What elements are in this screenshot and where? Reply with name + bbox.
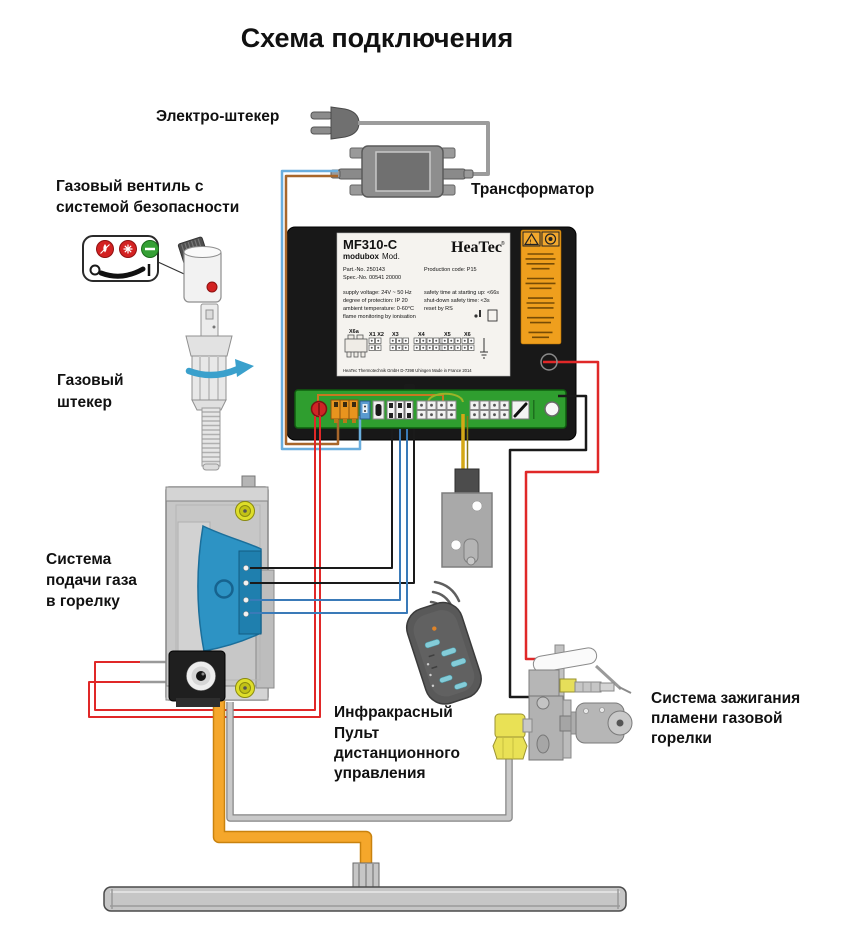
connector-tip: [464, 170, 473, 178]
label-ignition: горелки: [651, 730, 712, 747]
terminal-pin: [377, 340, 379, 342]
top-cap: [166, 487, 268, 501]
spec-line: safety time at starting up: <66s: [424, 290, 500, 296]
terminal-pin: [416, 340, 418, 342]
module-port: [216, 581, 233, 598]
terminal-slot: [398, 403, 402, 408]
dial-off-mark: [91, 266, 100, 275]
label-ignition: пламени газовой: [651, 710, 783, 727]
terminal-pin: [450, 413, 453, 416]
remote-control: [402, 597, 487, 709]
valve-top: [184, 247, 221, 258]
spec-line: ambient temperature: 0-60°C: [343, 306, 414, 312]
solenoid: [169, 651, 225, 707]
terminal-pin: [470, 340, 472, 342]
transformer: [331, 146, 473, 197]
terminal-pin: [435, 347, 437, 349]
terminal-slot: [407, 413, 411, 418]
plug-stem: [201, 304, 218, 338]
series-name: modubox: [343, 252, 379, 261]
terminal-pin: [429, 347, 431, 349]
electrode-tip: [619, 687, 631, 693]
terminal-pin: [444, 347, 446, 349]
sensor-tip: [600, 683, 614, 691]
rivet: [600, 708, 605, 713]
gas-plug: [186, 304, 254, 470]
burner-bar: [104, 863, 626, 911]
connector-pin: [243, 611, 248, 616]
label-gas-valve: системой безопасности: [56, 199, 240, 216]
gas-pipe-outline: [219, 698, 366, 870]
transformer-connector-left: [338, 169, 364, 179]
terminal-pin: [444, 340, 446, 342]
terminal-pin: [493, 404, 496, 407]
terminal-pin: [435, 340, 437, 342]
terminal-pin: [420, 413, 423, 416]
plug-body: [331, 107, 359, 139]
label-footer: HeaTec Thermotechnik GmbH D-7398 Uhingen Made in France 2014: [343, 368, 472, 373]
series-mod: Mod.: [382, 252, 400, 261]
terminal-pin: [483, 413, 486, 416]
terminal-pin: [422, 340, 424, 342]
terminal-pin: [429, 340, 431, 342]
terminal-pin: [450, 340, 452, 342]
terminal-pin: [392, 347, 394, 349]
model-number: MF310-C: [343, 237, 398, 252]
terminal-pin: [503, 413, 506, 416]
registered-mark: ®: [501, 241, 505, 247]
warning-sticker: [521, 230, 561, 344]
spec-line: shut-down safety time: <3s: [424, 298, 490, 304]
wire-black-module: [250, 429, 414, 583]
terminal-pin: [457, 340, 459, 342]
transformer-core: [376, 152, 430, 191]
note-icon: [474, 314, 477, 317]
sensor-sleeve: [575, 682, 601, 692]
spec-line: supply voltage: 24V ~ 50 Hz: [343, 290, 412, 296]
label-gas-plug: штекер: [57, 394, 112, 411]
prohibition-icon: [549, 237, 553, 241]
terminal-slot: [389, 403, 393, 408]
page-title: Схема подключения: [240, 23, 514, 53]
note-icon: [479, 310, 481, 317]
terminal-pin: [483, 404, 486, 407]
terminal-label: X6a: [349, 329, 359, 335]
part-number: Part.-No. 250143: [343, 267, 385, 273]
wire-terminals: [387, 401, 413, 419]
terminal-pin: [450, 404, 453, 407]
terminal-pin: [464, 340, 466, 342]
terminal-pin: [398, 347, 400, 349]
label-gas-plug: Газовый: [57, 372, 124, 389]
terminal-label: X1 X2: [369, 332, 384, 338]
mount-hole: [451, 540, 461, 550]
terminal-pin: [377, 347, 379, 349]
connector-pin: [243, 565, 248, 570]
ir-receiver: [442, 469, 492, 567]
production-code: Production code: P15: [424, 267, 477, 273]
ignition-electrode: [532, 647, 598, 674]
terminal-pin: [440, 413, 443, 416]
connector-pin: [243, 597, 248, 602]
screw-bottom: [236, 679, 255, 698]
stem-notch: [206, 310, 213, 319]
pcb-silkscreen: [533, 400, 535, 419]
mount-hole: [472, 501, 482, 511]
terminal-pin: [457, 347, 459, 349]
ignition-assembly: [493, 645, 632, 760]
terminal-pin: [422, 347, 424, 349]
reset-button: [545, 402, 559, 416]
gas-supply-unit: [166, 476, 274, 707]
terminal-pin: [470, 347, 472, 349]
terminal-pin: [405, 340, 407, 342]
block-hole: [537, 697, 549, 709]
jumper-switch: [373, 401, 384, 419]
receiver-plug: [455, 469, 479, 496]
diagonal-switch: [512, 401, 529, 419]
brass-hex-nut: [493, 737, 527, 759]
label-gas-valve: Газовый вентиль с: [56, 178, 204, 195]
label-gas-supply: Система: [46, 551, 112, 568]
blue-mini-terminal: [360, 401, 370, 419]
terminal-label: X6: [464, 332, 471, 338]
spark-icon: [124, 245, 133, 254]
control-unit: [282, 171, 576, 449]
terminal-label: X4: [418, 332, 425, 338]
gas-pipe: [219, 698, 366, 870]
brass-connector: [560, 679, 576, 692]
plug-pin: [311, 112, 332, 119]
plug-pin: [311, 127, 332, 134]
spec-line: flame monitoring by ionisation: [343, 314, 416, 320]
block-slot: [537, 735, 549, 753]
spec-line: reset by RS: [424, 306, 453, 312]
connector-pin: [243, 580, 248, 585]
module-connector-strip: [239, 551, 261, 634]
terminal-slot: [389, 413, 393, 418]
terminal-pin: [430, 413, 433, 416]
terminal-pin: [473, 413, 476, 416]
rotate-arrow-head: [235, 359, 254, 377]
hose-end: [203, 464, 219, 470]
terminal-pin: [420, 404, 423, 407]
terminal-pin: [473, 404, 476, 407]
terminal-slot: [398, 413, 402, 418]
ir-sensor-eye: [467, 557, 475, 565]
terminal-pin: [398, 340, 400, 342]
terminal-pin: [371, 347, 373, 349]
terminal-label: X5: [444, 332, 451, 338]
terminal-pin: [450, 347, 452, 349]
warning-exclamation: !: [529, 239, 532, 246]
spec-number: Spec.-No. 00541 20000: [343, 275, 402, 281]
label-remote: управления: [334, 765, 426, 782]
terminal-pin: [371, 340, 373, 342]
gas-valve-assembly: [83, 236, 254, 470]
label-remote: Инфракрасный: [334, 704, 453, 721]
terminal-pin: [464, 347, 466, 349]
terminal-pin: [440, 404, 443, 407]
orange-terminal-block: [331, 400, 358, 423]
terminal-pin: [405, 347, 407, 349]
plug-collar: [186, 336, 232, 356]
burner-orifice: [617, 720, 624, 727]
label-transformer: Трансформатор: [471, 181, 595, 198]
burner-tube: [104, 887, 626, 911]
terminal-pin: [503, 404, 506, 407]
electric-plug: [311, 107, 359, 139]
terminal-pin: [430, 404, 433, 407]
terminal-pin: [416, 347, 418, 349]
transformer-connector-right: [440, 169, 466, 179]
spec-line: degree of protection: IP 20: [343, 298, 408, 304]
brand-logo: HeaTec: [451, 239, 502, 256]
stem-hole: [213, 326, 216, 329]
terminal-label: X3: [392, 332, 399, 338]
screw-top: [236, 502, 255, 521]
valve-reset-button: [207, 282, 217, 292]
label-remote: Пульт: [334, 725, 380, 742]
pipe-stub: [523, 719, 532, 732]
label-electric-plug: Электро-штекер: [156, 108, 280, 125]
rivet: [584, 709, 589, 714]
terminal-pin: [493, 413, 496, 416]
label-gas-supply: подачи газа: [46, 572, 137, 589]
label-remote: дистанционного: [334, 745, 460, 762]
brass-elbow: [495, 714, 525, 738]
label-gas-supply: в горелку: [46, 593, 120, 610]
label-ignition: Система зажигания: [651, 690, 801, 707]
terminal-pin: [392, 340, 394, 342]
terminal-slot: [407, 403, 411, 408]
